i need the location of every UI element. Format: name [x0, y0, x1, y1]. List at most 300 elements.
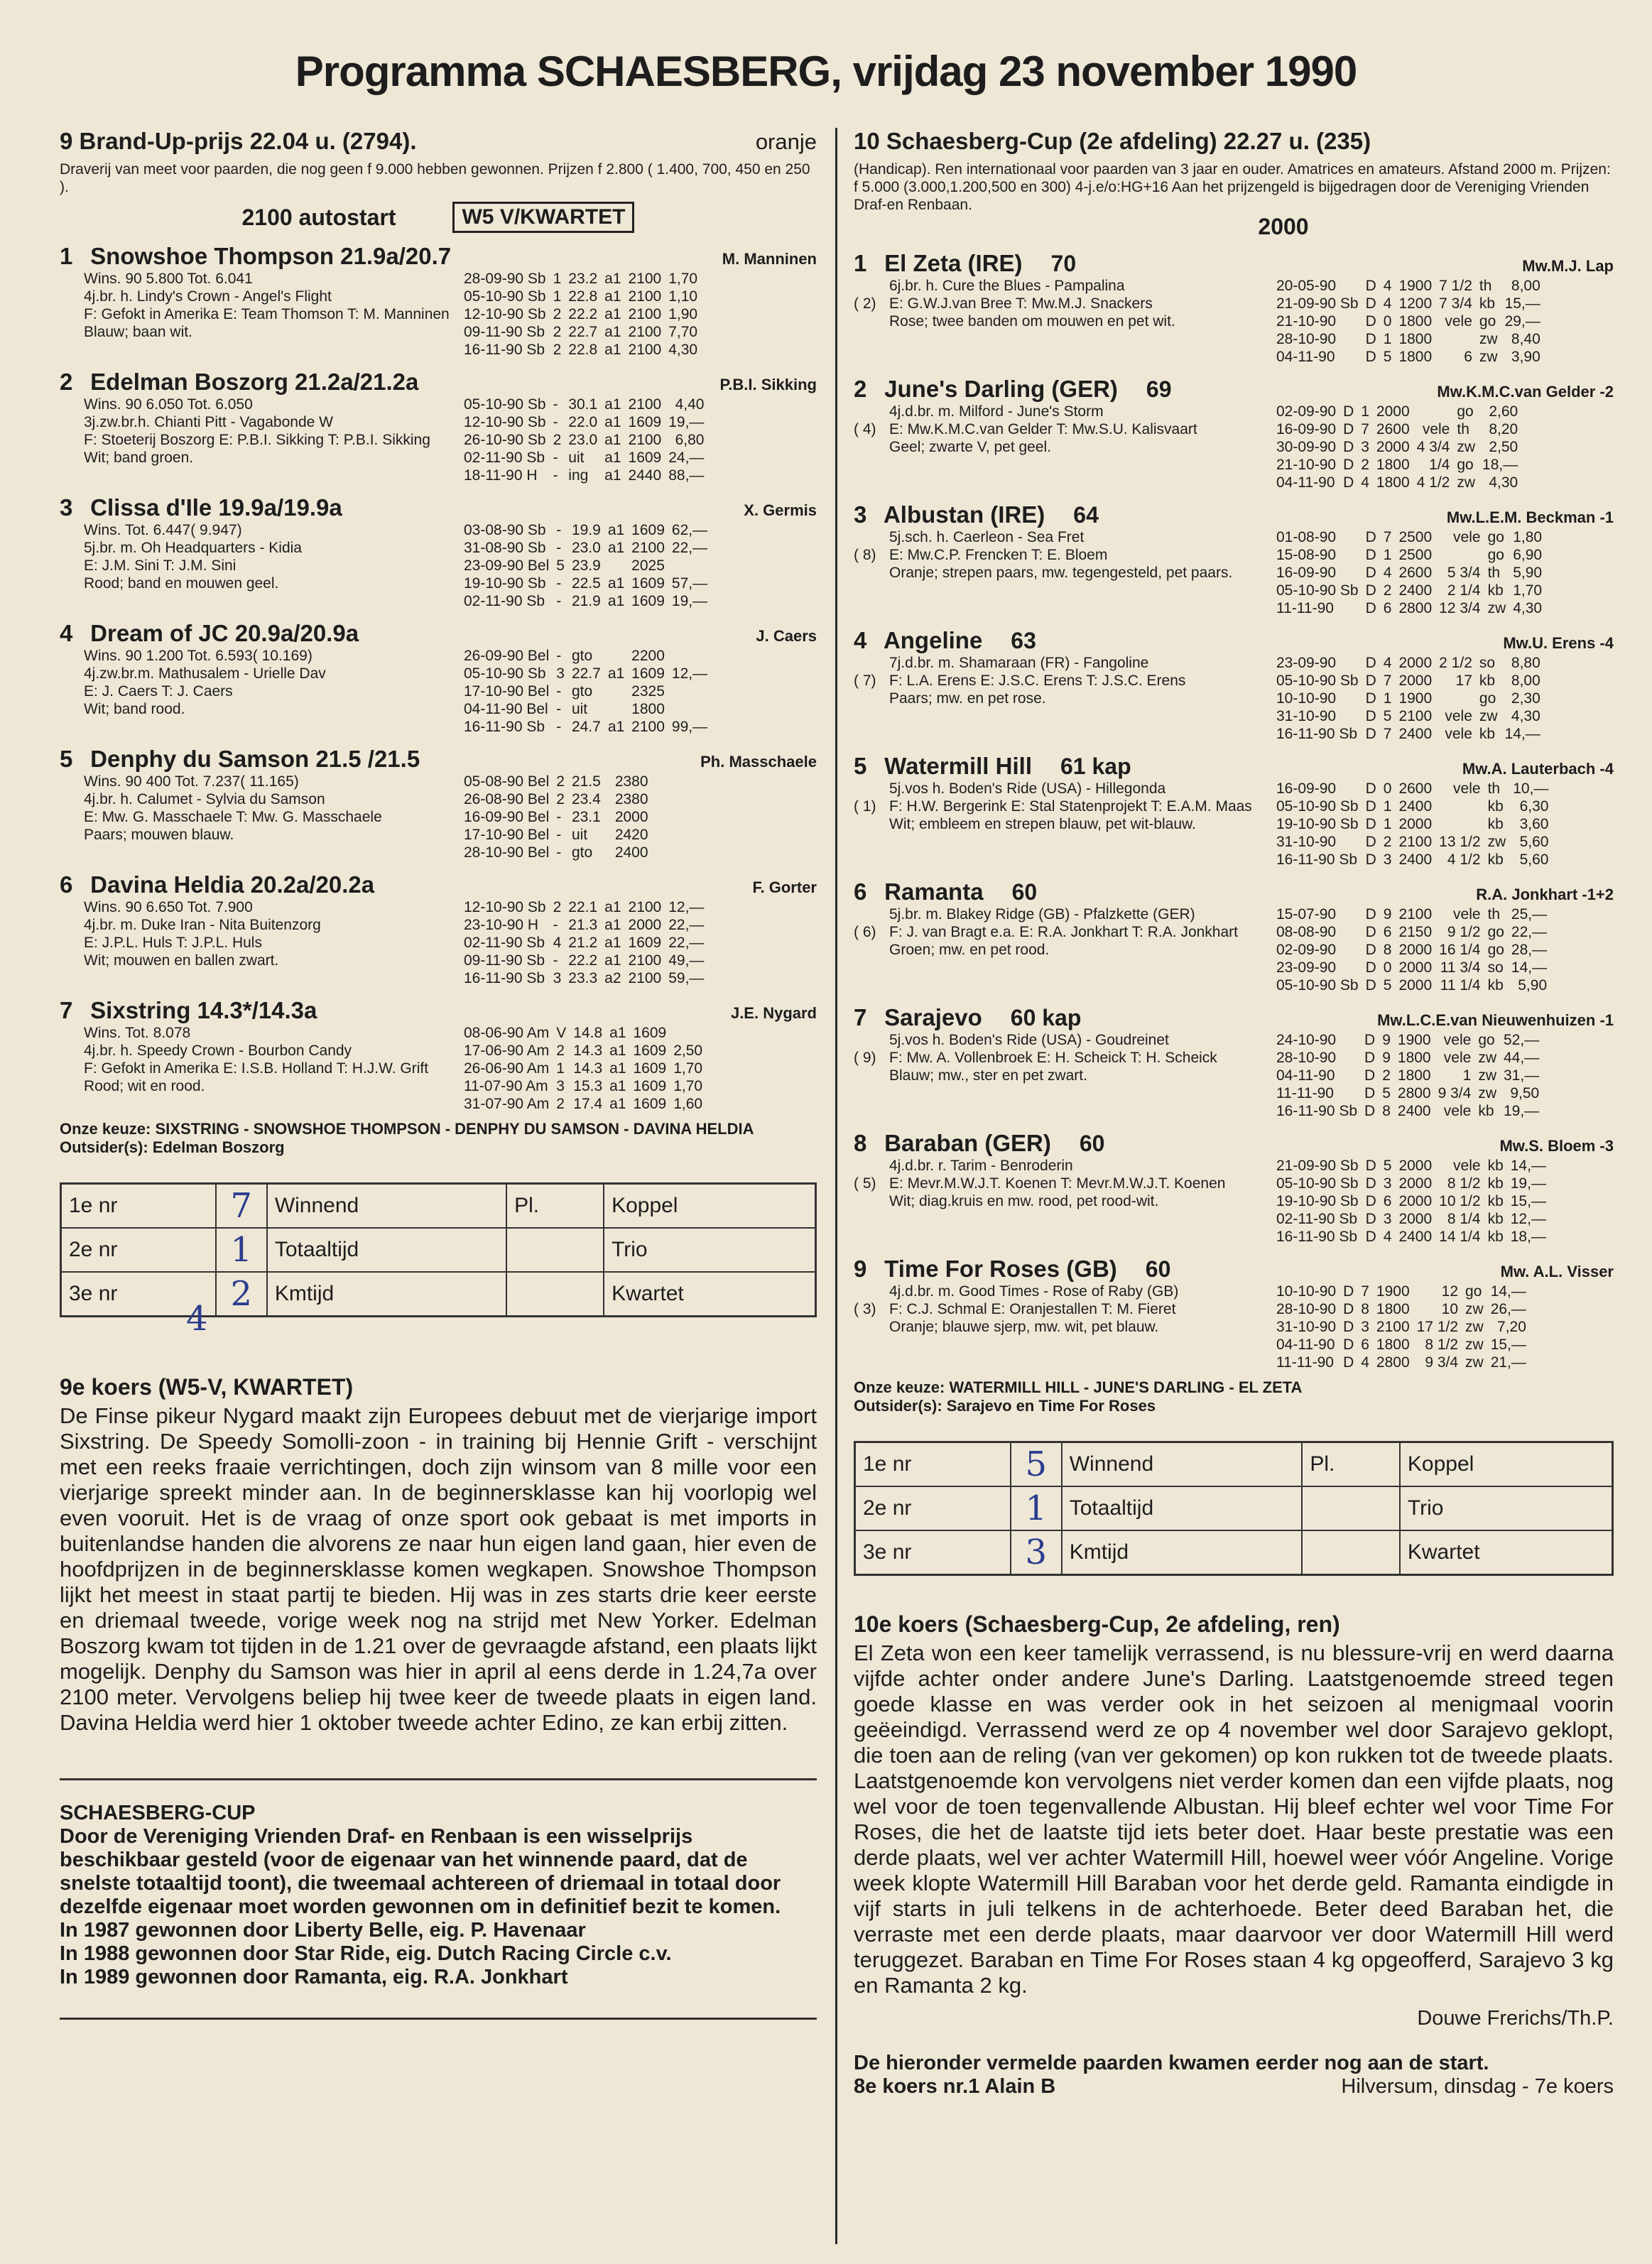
form-cell: 1200	[1398, 295, 1433, 312]
form-cell: D	[1365, 942, 1376, 958]
form-cell: 2500	[1398, 547, 1433, 563]
form-cell: 5	[1382, 1085, 1391, 1101]
form-row	[460, 396, 707, 413]
form-cell: vele	[1453, 529, 1481, 545]
horse-info-line: Oranje; strepen paars, mw. tegengesteld, pet paars.	[889, 565, 1233, 581]
form-cell: 2025	[631, 557, 665, 574]
horse-name: 1 Snowshoe Thompson 21.9a/20.7	[60, 243, 452, 269]
form-cell: D	[1365, 816, 1376, 832]
form-cell: 8	[1383, 942, 1392, 958]
result-pl	[1302, 1530, 1400, 1575]
horse-info-line: Blauw; mw., ster en pet zwart.	[889, 1067, 1087, 1084]
horse-info	[889, 654, 1273, 743]
form-cell: 04-11-90	[1276, 474, 1335, 491]
form-cell: 23.0	[568, 432, 598, 448]
result-place: 1e nr	[61, 1184, 216, 1229]
form-cell: D	[1365, 906, 1376, 923]
form-cell: 12	[1441, 1283, 1459, 1300]
form-cell: 2380	[614, 773, 648, 790]
form-cell: 11-11-90	[1276, 1085, 1334, 1101]
race-9-outsider: Outsider(s): Edelman Boszorg	[60, 1138, 285, 1156]
column-divider	[835, 128, 837, 2244]
form-table	[1273, 654, 1544, 743]
form-cell: D	[1365, 959, 1376, 976]
form-row	[460, 773, 659, 790]
horse-post-position: ( 5)	[854, 1175, 876, 1192]
form-cell: 2440	[628, 467, 662, 484]
form-cell: 02-09-90	[1276, 403, 1337, 420]
form-cell: 23.9	[571, 557, 601, 574]
form-row	[1273, 833, 1552, 851]
form-row	[1273, 780, 1552, 798]
horse-number: 3	[60, 494, 73, 521]
form-cell: 2100	[1398, 834, 1433, 850]
form-cell: -	[556, 701, 562, 717]
horse-entry	[854, 878, 1614, 994]
horse-header	[854, 878, 1614, 905]
horse-info-line: E: Mw.K.M.C.van Gelder T: Mw.S.U. Kalisvaart	[889, 421, 1197, 437]
form-cell: a1	[604, 899, 621, 915]
form-cell: 1900	[1376, 1283, 1410, 1300]
form-cell: kb	[1478, 1103, 1494, 1119]
form-cell: 1900	[1397, 1032, 1431, 1048]
form-cell: go	[1457, 403, 1474, 420]
horse-rating: 70	[1050, 251, 1077, 276]
form-cell: 8	[1361, 1301, 1369, 1317]
horse-name: 9 Time For Roses (GB)	[854, 1256, 1117, 1282]
form-cell: 2000	[1376, 403, 1410, 420]
horse-body	[854, 1157, 1614, 1246]
form-cell: 1800	[1376, 1301, 1410, 1317]
form-cell: 2420	[614, 827, 648, 843]
form-cell: 17-10-90 Bel	[464, 827, 550, 843]
form-cell: 9	[1383, 906, 1392, 923]
form-cell: 2000	[614, 809, 648, 825]
form-cell: 2	[556, 1043, 565, 1059]
horse-info-line: Wit; band groen.	[84, 450, 194, 466]
form-cell: th	[1487, 906, 1501, 923]
horse-info-line: Paars; mw. en pet rose.	[889, 690, 1046, 707]
form-cell: 04-11-90	[1276, 349, 1335, 365]
form-row	[1273, 707, 1544, 725]
horse-number: 5	[854, 753, 867, 779]
form-table	[1273, 277, 1544, 366]
form-cell	[1413, 403, 1454, 420]
form-cell: 2000	[1398, 1158, 1433, 1174]
horse-number: 2	[60, 369, 73, 395]
form-cell: 4 1/2	[1447, 851, 1481, 868]
horse-info-line: Groen; mw. en pet rood.	[889, 942, 1050, 958]
form-cell: D	[1343, 1337, 1354, 1353]
horse-info-line: Wins. 90 6.650 Tot. 7.900	[84, 899, 253, 915]
form-cell: 23-10-90 H	[464, 917, 539, 933]
form-cell: 6	[1361, 1337, 1369, 1353]
form-row	[1273, 1210, 1550, 1228]
form-row	[460, 808, 659, 826]
race-10-result-grid	[854, 1441, 1614, 1576]
form-cell: D	[1365, 349, 1376, 365]
form-row	[1273, 923, 1550, 941]
race-10-article-heading: 10e koers (Schaesberg-Cup, 2e afdeling, ren)	[854, 1611, 1340, 1637]
cup-text: Door de Vereniging Vrienden Draf- en Renbaan is een wisselprijs beschikbaar gesteld (voor de eigenaar van het winnende paard, dat de snelste totaaltijd toont), die tweemaal achtereen of driemaal in totaal door dezelfde eigenaar moet worden gewonnen om in definitief bezit te komen.	[60, 1825, 781, 1918]
form-cell	[1435, 330, 1476, 348]
form-row	[460, 1060, 706, 1077]
cup-line: In 1988 gewonnen door Star Ride, eig. Dutch Racing Circle c.v.	[60, 1942, 672, 1965]
form-cell: 9	[1382, 1032, 1391, 1048]
form-cell: 16-09-90 Bel	[464, 809, 550, 825]
horse-header	[60, 871, 817, 898]
horse-entry	[854, 250, 1614, 366]
horse-info-line: Oranje; blauwe sjerp, mw. wit, pet blauw.	[889, 1319, 1159, 1335]
form-cell: 2000	[1398, 816, 1433, 832]
form-cell: 22.1	[568, 899, 598, 915]
form-cell: 1609	[628, 450, 662, 466]
result-bet: Kwartet	[1400, 1530, 1613, 1575]
form-cell: 2100	[628, 970, 662, 986]
race-10-article: El Zeta won een keer tamelijk verrassend, is nu blessure-vrij en werd daarna vijfde achter onder andere June's Darling. Laatstgenoemde streed tegen goede klasse en was verder ook in het seizoen al menigmaal voorin geëeindigd. Verrassend werd ze op 4 november wel door Sarajevo geklopt, die toen aan de reling (van ver gekomen) op kon rukken tot de tweede plaats. Laatstgenoemde kon vervolgens niet verder komen dan een vijfde plaats, nog wel voor de toen tegenvallende Albustan. Hij bleef echter wel voor Time For Roses, die het de laatste tijd iets beter doet. Haar beste prestatie was een derde plaats, wel ver achter Watermill Hill, hoewel weer vóór Angeline. Vorige week klopte Watermill Hill Baraban voor het derde geld. Ramanta eindigde in vijf starts in juli telkens in de achterhoede. Beter deed Baraban het, die verraste met een derde plaats, maar daarvoor ver door Watermill Hill werd teruggezet. Baraban en Time For Roses staan 4 kg opgeofferd, Sarajevo 3 kg en Ramanta 2 kg.	[854, 1640, 1614, 1998]
form-cell: 23.3	[568, 970, 598, 986]
horse-name: 4 Dream of JC 20.9a/20.9a	[60, 620, 359, 646]
horse-info-line: F: J. van Bragt e.a. E: R.A. Jonkhart T: R.A. Jonkhart	[889, 924, 1238, 940]
form-cell: 1900	[1398, 690, 1433, 707]
horse-info	[60, 773, 460, 861]
race-9-horse-list	[60, 243, 817, 1113]
form-cell: zw	[1465, 1301, 1484, 1317]
form-cell: a1	[609, 1060, 626, 1077]
horse-trainer: Mw.L.E.M. Beckman -1	[1446, 508, 1614, 526]
horse-name: 3 Clissa d'Ile 19.9a/19.9a	[60, 494, 342, 521]
handwritten-number: 1	[1011, 1486, 1062, 1530]
form-cell: 4 3/4	[1416, 439, 1450, 455]
horse-title	[854, 1130, 1104, 1157]
form-cell	[604, 647, 628, 665]
form-cell: 14.8	[573, 1025, 603, 1041]
form-cell: 11 3/4	[1440, 959, 1481, 976]
form-cell: go	[1465, 1283, 1482, 1300]
form-row	[1273, 1283, 1530, 1300]
horse-entry	[60, 871, 817, 987]
form-cell: 01-08-90	[1276, 529, 1337, 545]
horse-body	[60, 270, 817, 359]
form-cell: 14.3	[573, 1043, 603, 1059]
horse-header	[854, 501, 1614, 528]
horse-number: 1	[60, 243, 73, 269]
form-cell: 16-09-90	[1276, 421, 1337, 437]
form-cell: 5	[1383, 1158, 1392, 1174]
form-cell	[1435, 690, 1476, 707]
form-cell: zw	[1478, 1067, 1496, 1084]
form-cell: kb	[1487, 582, 1504, 599]
form-cell: 2000	[1398, 1193, 1433, 1209]
form-cell: vele	[1453, 780, 1481, 797]
form-cell: 1	[1361, 403, 1369, 420]
form-table	[1273, 1031, 1543, 1120]
form-row	[460, 916, 707, 934]
horse-header	[60, 494, 817, 521]
form-cell	[1435, 546, 1484, 564]
form-cell: 2000	[1398, 1175, 1433, 1192]
horse-trainer: M. Manninen	[722, 250, 817, 268]
form-cell: zw	[1478, 1050, 1496, 1066]
horse-name: 5 Denphy du Samson 21.5 /21.5	[60, 746, 420, 772]
form-cell: 8 1/2	[1425, 1337, 1459, 1353]
form-row	[460, 682, 711, 700]
form-cell: 4,30	[668, 342, 698, 358]
form-cell: 05-10-90 Sb	[1276, 673, 1359, 689]
form-cell: 1609	[628, 935, 662, 951]
form-cell: D	[1343, 1301, 1354, 1317]
horse-number: 6	[854, 878, 867, 905]
form-cell: 26,—	[1490, 1301, 1526, 1317]
form-cell: -	[553, 396, 558, 413]
form-cell: 1800	[1376, 474, 1410, 491]
form-cell: 1800	[1376, 457, 1410, 473]
form-table	[460, 647, 711, 736]
schaesberg-cup-box	[60, 1778, 817, 1989]
form-cell: 5	[1383, 708, 1392, 724]
form-cell: 8	[1382, 1103, 1391, 1119]
form-cell: 3	[553, 970, 562, 986]
form-cell: 4,30	[1489, 474, 1518, 491]
form-cell: 05-08-90 Bel	[464, 773, 550, 790]
form-cell: 2200	[631, 648, 665, 664]
result-row	[61, 1272, 816, 1317]
horse-name: 2 Edelman Boszorg 21.2a/21.2a	[60, 369, 419, 395]
form-row	[460, 575, 711, 592]
form-cell: D	[1364, 1032, 1376, 1048]
form-cell: -	[556, 522, 562, 538]
horse-info-line: Wit; embleem en strepen blauw, pet wit-blauw.	[889, 816, 1196, 832]
race-10-outsider: Outsider(s): Sarajevo en Time For Roses	[854, 1397, 1156, 1415]
horse-info	[889, 277, 1273, 366]
form-table	[1273, 1157, 1550, 1246]
horse-entry	[854, 1130, 1614, 1246]
form-cell: zw	[1465, 1337, 1484, 1353]
form-cell: 2600	[1398, 565, 1433, 581]
form-row	[1273, 546, 1545, 564]
form-cell: D	[1364, 1085, 1376, 1101]
horse-header	[854, 627, 1614, 654]
form-cell: 21.5	[571, 773, 601, 790]
form-cell: 5,90	[1518, 977, 1548, 994]
form-cell: 31,—	[1504, 1067, 1540, 1084]
form-row	[1273, 1031, 1543, 1049]
form-cell: kb	[1487, 798, 1504, 815]
horse-info-line: E: Mevr.M.W.J.T. Koenen T: Mevr.M.W.J.T. Koenen	[889, 1175, 1226, 1192]
form-cell: 0	[1383, 313, 1392, 330]
race-9-color: oranje	[755, 129, 817, 154]
form-cell: uit	[571, 827, 588, 843]
result-bet: Koppel	[1400, 1442, 1613, 1487]
form-cell	[668, 700, 711, 718]
form-cell: 57,—	[671, 575, 708, 592]
form-cell: kb	[1487, 1229, 1504, 1245]
form-cell: -	[553, 467, 558, 484]
form-cell: 19,—	[668, 414, 705, 430]
form-cell: 30-09-90	[1276, 439, 1337, 455]
form-cell: 2800	[1398, 600, 1433, 616]
form-cell: 17-06-90 Am	[464, 1043, 550, 1059]
form-row	[1273, 1336, 1530, 1354]
form-cell: 18,—	[1482, 457, 1518, 473]
horse-header	[60, 243, 817, 270]
horse-info-line: Blauw; baan wit.	[84, 324, 192, 340]
form-cell: 12,—	[668, 899, 705, 915]
form-row	[460, 790, 659, 808]
form-cell: 15,—	[1490, 1337, 1526, 1353]
form-cell: kb	[1487, 1158, 1504, 1174]
form-cell: 2100	[628, 396, 662, 413]
form-cell: 1	[1383, 547, 1392, 563]
form-cell: a1	[604, 324, 621, 340]
form-cell: 19-10-90 Sb	[1276, 816, 1359, 832]
form-cell: -	[556, 575, 562, 592]
form-cell: 8,00	[1511, 673, 1540, 689]
result-row	[855, 1442, 1613, 1487]
horse-post-position: ( 7)	[854, 673, 876, 689]
form-cell: 62,—	[671, 522, 708, 538]
form-cell: 22,—	[671, 540, 708, 556]
form-cell	[604, 790, 612, 808]
horse-entry	[854, 376, 1614, 491]
form-cell: 16-11-90 Sb	[1276, 1229, 1358, 1245]
form-cell: 21-09-90 Sb	[1276, 295, 1359, 312]
horse-body	[60, 647, 817, 736]
form-cell: zw	[1487, 600, 1506, 616]
form-cell: 4,40	[675, 396, 705, 413]
horse-info-line: E: Mw.C.P. Frencken T: E. Bloem	[889, 547, 1108, 563]
form-cell: -	[556, 648, 562, 664]
form-row	[460, 431, 707, 449]
form-cell: 5,60	[1519, 834, 1549, 850]
form-cell	[652, 773, 659, 790]
form-cell: 7 3/4	[1439, 295, 1472, 312]
form-row	[1273, 1192, 1550, 1210]
horse-info-line: E: G.W.J.van Bree T: Mw.M.J. Snackers	[889, 295, 1153, 312]
form-cell: 2 1/2	[1439, 655, 1472, 671]
form-cell: 2100	[628, 952, 662, 969]
form-cell: 7	[1361, 1283, 1369, 1300]
form-cell: 2800	[1376, 1354, 1410, 1371]
horse-info	[889, 528, 1273, 617]
form-cell: 18,—	[1510, 1229, 1546, 1245]
form-cell: 14,—	[1511, 959, 1548, 976]
form-cell: 3	[1383, 1211, 1392, 1227]
horse-info-line: Paars; mouwen blauw.	[84, 827, 234, 843]
form-cell: a1	[607, 575, 625, 592]
horse-info-line: 4j.zw.br.m. Mathusalem - Urielle Dav	[84, 665, 326, 682]
form-cell: 5	[1383, 349, 1392, 365]
form-cell: 23.1	[571, 809, 601, 825]
form-cell: th	[1479, 278, 1492, 294]
form-table	[460, 898, 707, 987]
form-cell: 28,—	[1511, 942, 1548, 958]
cup-line: In 1989 gewonnen door Ramanta, eig. R.A. Jonkhart	[60, 1966, 568, 1988]
form-cell: a1	[607, 522, 625, 538]
form-cell: 5,60	[1519, 851, 1549, 868]
form-cell	[652, 844, 659, 861]
form-cell: 2	[553, 306, 562, 322]
form-cell: a1	[609, 1096, 626, 1112]
horse-entry	[60, 620, 817, 736]
race-10-distance: 2000	[1258, 214, 1309, 239]
form-row	[1273, 976, 1550, 994]
horse-info-line: 4j.br. h. Calumet - Sylvia du Samson	[84, 791, 325, 807]
form-cell: 12,—	[671, 665, 708, 682]
form-row	[460, 826, 659, 844]
form-cell: 4	[1383, 565, 1392, 581]
form-cell: -	[556, 719, 562, 735]
race-10-title: 10 Schaesberg-Cup (2e afdeling) 22.27 u. (235)	[854, 128, 1371, 154]
form-cell: 15-07-90	[1276, 906, 1337, 923]
form-cell: D	[1365, 529, 1376, 545]
form-row	[460, 969, 707, 987]
horse-info	[60, 521, 460, 610]
form-cell: uit	[571, 701, 588, 717]
horse-info-line: Rood; band en mouwen geel.	[84, 575, 279, 592]
horse-title	[854, 501, 1099, 528]
form-cell: V	[556, 1025, 567, 1041]
form-cell: D	[1343, 439, 1354, 455]
result-place: 3e nr	[61, 1272, 216, 1317]
horse-entry	[854, 1256, 1614, 1371]
form-cell: 21-09-90 Sb	[1276, 1158, 1359, 1174]
form-table	[460, 1024, 706, 1113]
horse-name: 2 June's Darling (GER)	[854, 376, 1118, 402]
horse-body	[854, 403, 1614, 491]
race-10-column	[854, 128, 1614, 2099]
form-cell: D	[1365, 708, 1376, 724]
form-cell: 2	[556, 791, 565, 807]
form-cell: 05-10-90 Sb	[464, 665, 546, 682]
form-cell: zw	[1478, 1085, 1496, 1101]
form-cell: 16-09-90	[1276, 565, 1337, 581]
horse-body	[60, 521, 817, 610]
form-cell: 8,00	[1511, 278, 1540, 294]
form-cell	[604, 700, 628, 718]
form-cell: 17 1/2	[1416, 1319, 1459, 1335]
form-cell: 6	[1464, 349, 1472, 365]
form-cell: 24-10-90	[1276, 1032, 1337, 1048]
horse-number: 6	[60, 871, 73, 898]
form-cell: 1,90	[668, 306, 698, 322]
form-cell: 6	[1383, 1193, 1392, 1209]
form-cell: 1,10	[668, 288, 698, 305]
form-cell: 30.1	[568, 396, 598, 413]
form-cell: 8,20	[1489, 421, 1518, 437]
form-cell: 1800	[1398, 349, 1433, 365]
horse-header	[854, 1130, 1614, 1157]
form-cell: 1,60	[673, 1096, 703, 1112]
form-cell: D	[1365, 851, 1376, 868]
horse-info-line: Wins. 90 1.200 Tot. 6.593( 10.169)	[84, 648, 313, 664]
form-row	[1273, 295, 1544, 312]
form-cell: 26-08-90 Bel	[464, 791, 550, 807]
form-cell: a1	[607, 540, 625, 556]
horse-name: 1 El Zeta (IRE)	[854, 250, 1023, 276]
form-table	[460, 270, 701, 359]
result-row	[61, 1228, 816, 1272]
form-cell: a1	[609, 1078, 626, 1094]
horse-body	[854, 905, 1614, 994]
form-table	[460, 396, 707, 484]
form-cell: 7 1/2	[1439, 278, 1472, 294]
form-row	[460, 665, 711, 682]
form-row	[460, 1077, 706, 1095]
form-cell: a1	[607, 593, 625, 609]
horse-info-line: 5j.br. m. Oh Headquarters - Kidia	[84, 540, 302, 556]
form-cell	[604, 557, 628, 575]
